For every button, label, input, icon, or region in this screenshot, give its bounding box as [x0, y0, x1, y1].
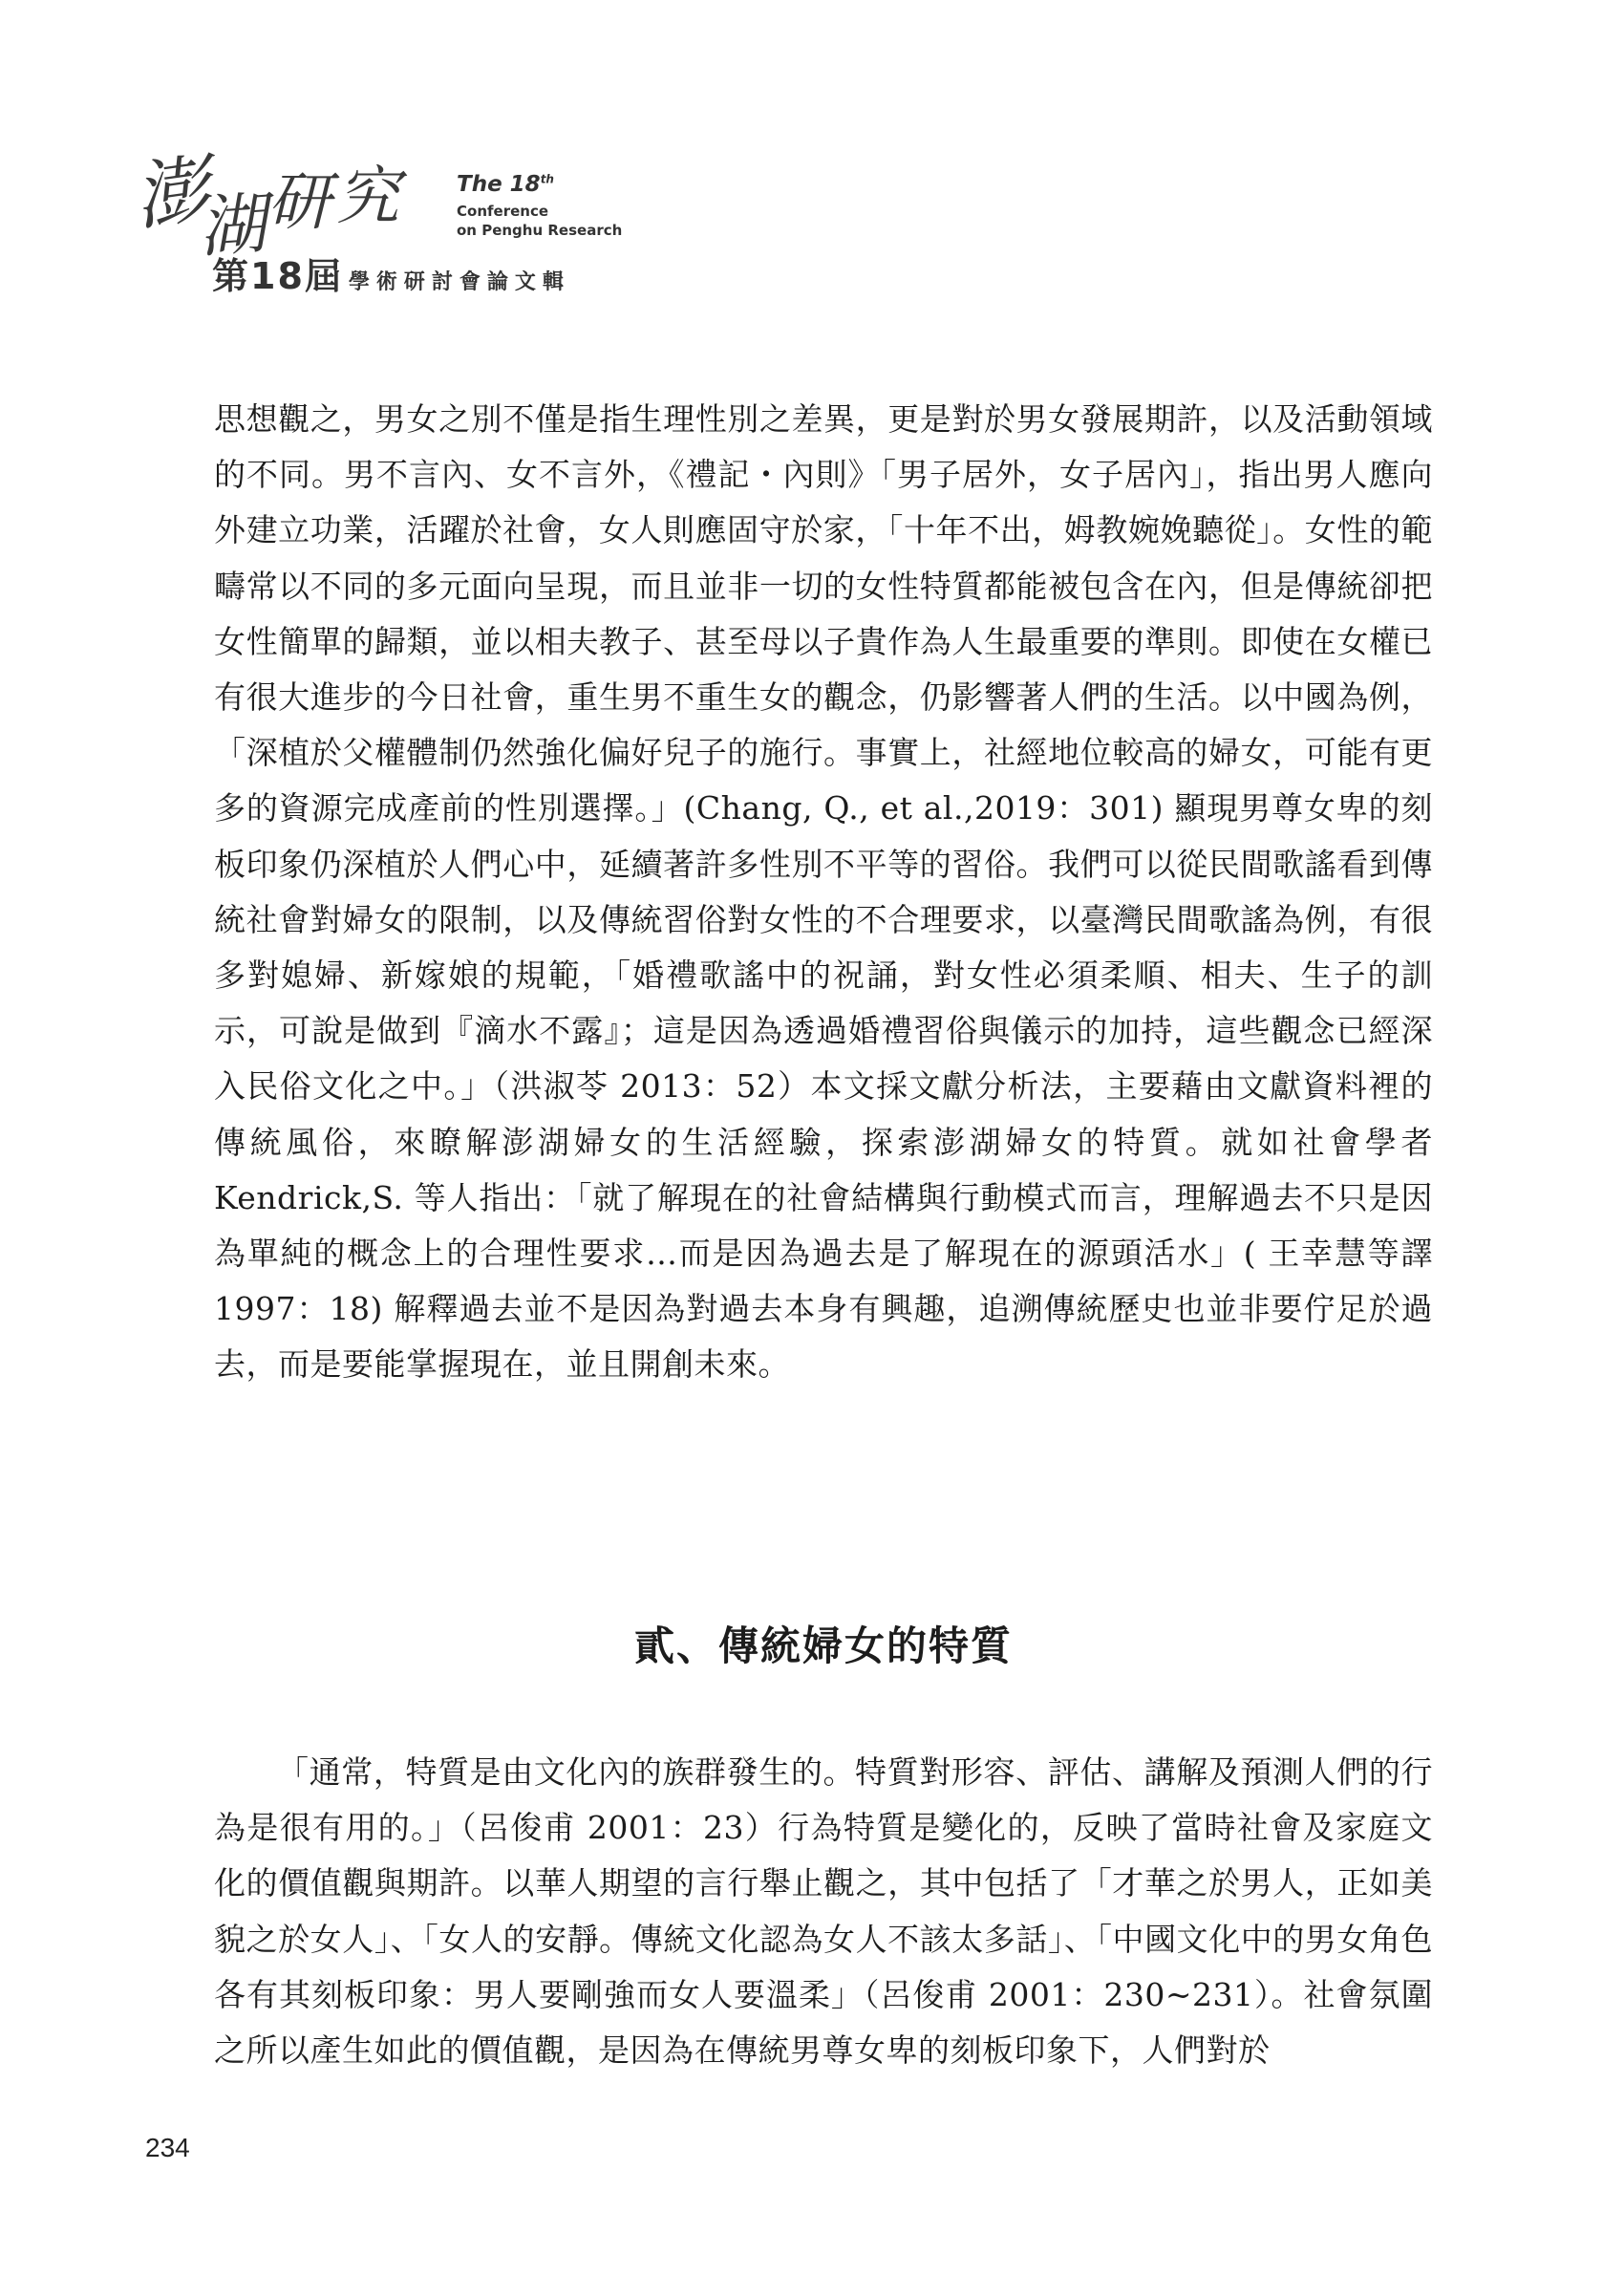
section-2-heading: 貳、傳統婦女的特質: [633, 1623, 1013, 1669]
proceedings-label: 學術研討會論文輯: [348, 270, 570, 294]
logo-char-3: 研: [267, 165, 332, 239]
conference-edition-en: [457, 172, 622, 199]
conference-title-zh: [212, 247, 570, 299]
logo-char-1: 澎: [129, 145, 217, 243]
logo-char-2: 湖: [196, 183, 271, 268]
section-1-body: [214, 392, 1433, 1393]
section-1-paragraph: 思想觀之，男女之別不僅是指生理性別之差異，更是對於男女發展期許，以及活動領域的不同。男不言內、女不言外，《禮記・內則》「男子居外，女子居內」，指出男人應向外建立功業，活躍於社會，女人則應固守於家，「十年不出，姆教婉娩聽從」。女性的範疇常以不同的多元面向呈現，而且並非一切的女性特質都能被包含在內，但是傳統卻把女性簡單的歸類，並以相夫教子、甚至母以子貴作為人生最重要的準則。即使在女權已有很大進步的今日社會，重生男不重生女的觀念，仍影響著人們的生活。以中國為例，「深植於父權體制仍然強化偏好兒子的施行。事實上，社經地位較高的婦女，可能有更多的資源完成產前的性別選擇。」(Chang, Q., et al.,2019：301) 顯現男尊女卑的刻板印象仍深植於人們心中，延續著許多性別不平等的習俗。我們可以從民間歌謠看到傳統社會對婦女的限制，以及傳統習俗對女性的不合理要求，以臺灣民間歌謠為例，有很多對媳婦、新嫁娘的規範，「婚禮歌謠中的祝誦，對女性必須柔順、相夫、生子的訓示，可說是做到『滴水不露』；這是因為透過婚禮習俗與儀示的加持，這些觀念已經深入民俗文化之中。」（洪淑苓 2013：52）本文採文獻分析法，主要藉由文獻資料裡的傳統風俗，來瞭解澎湖婦女的生活經驗，探索澎湖婦女的特質。就如社會學者 Kendrick,S. 等人指出：「就了解現在的社會結構與行動模式而言，理解過去不只是因為單純的概念上的合理性要求…而是因為過去是了解現在的源頭活水」( 王幸慧等譯 1997：18) 解釋過去並不是因為對過去本身有興趣，追溯傳統歷史也並非要佇足於過去，而是要能掌握現在，並且開創未來。: [214, 400, 1433, 1384]
conference-edition-sup: th: [540, 172, 554, 186]
conference-edition-zh: 第18屆: [212, 255, 343, 297]
conference-edition-text: The 18: [457, 172, 541, 197]
logo-char-4: 究: [336, 160, 401, 233]
section-2-body: [214, 1745, 1433, 2078]
conference-subject: on Penghu Research: [457, 221, 623, 239]
journal-header: [124, 124, 659, 296]
section-2-paragraph: 「通常，特質是由文化內的族群發生的。特質對形容、評估、講解及預測人們的行為是很有用的。」（呂俊甫 2001：23）行為特質是變化的，反映了當時社會及家庭文化的價值觀與期許。以華人期望的言行舉止觀之，其中包括了「才華之於男人，正如美貌之於女人」、「女人的安靜。傳統文化認為女人不該太多話」、「中國文化中的男女角色各有其刻板印象：男人要剛強而女人要溫柔」（呂俊甫 2001：230~231）。社會氛圍之所以產生如此的價值觀，是因為在傳統男尊女卑的刻板印象下，人們對於: [214, 1753, 1433, 2070]
conference-word: Conference: [457, 202, 549, 220]
page-number: 234: [145, 2133, 190, 2162]
conference-title-en: [457, 172, 622, 239]
